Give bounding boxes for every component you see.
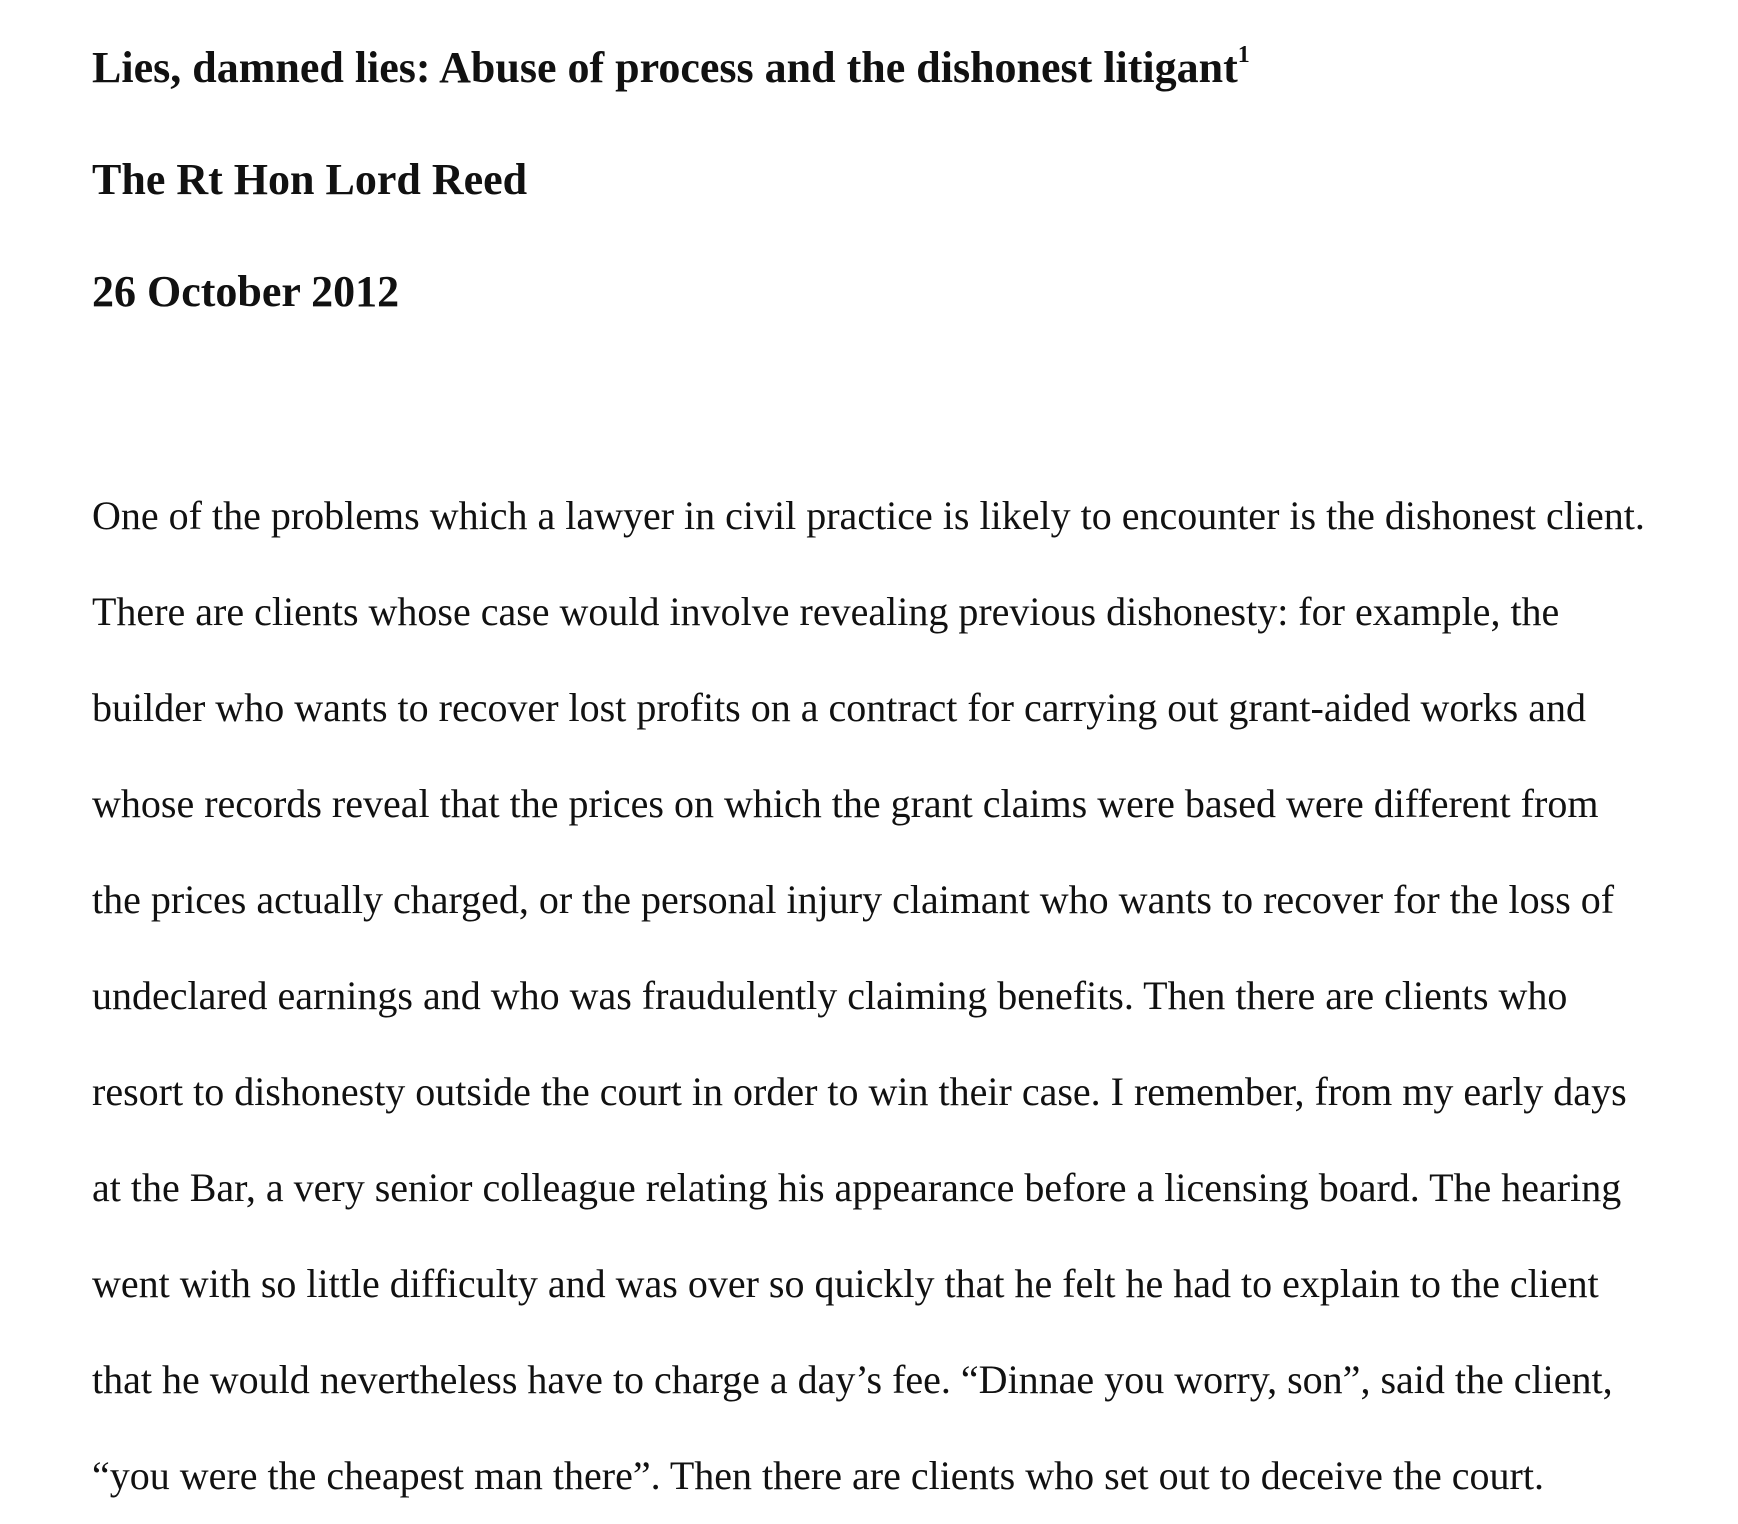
body-line: that he would nevertheless have to charge a day’s fee. “Dinnae you worry, son”, said the client, [92, 1357, 1613, 1402]
document-date: 26 October 2012 [92, 267, 400, 316]
body-line: builder who wants to recover lost profits on a contract for carrying out grant-aided works and [92, 685, 1586, 730]
document-title-text: Lies, damned lies: Abuse of process and the dishonest litigant [92, 43, 1238, 92]
body-line: whose records reveal that the prices on which the grant claims were based were different from [92, 781, 1599, 826]
document-author: The Rt Hon Lord Reed [92, 155, 528, 204]
body-line: went with so little difficulty and was over so quickly that he felt he had to explain to the client [92, 1261, 1599, 1306]
body-line: undeclared earnings and who was fraudulently claiming benefits. Then there are clients who [92, 973, 1568, 1018]
document-title [92, 42, 1250, 92]
body-line: “you were the cheapest man there”. Then there are clients who set out to deceive the court. [92, 1453, 1544, 1498]
body-line: the prices actually charged, or the personal injury claimant who wants to recover for the loss of [92, 877, 1615, 922]
footnote-marker[interactable]: 1 [1237, 42, 1250, 69]
body-line: at the Bar, a very senior colleague relating his appearance before a licensing board. The hearing [92, 1165, 1622, 1210]
body-line: One of the problems which a lawyer in civil practice is likely to encounter is the dishonest client. [92, 493, 1645, 538]
body-paragraph [92, 468, 1712, 1524]
body-line: There are clients whose case would involve revealing previous dishonesty: for example, the [92, 589, 1560, 634]
body-line: resort to dishonesty outside the court in order to win their case. I remember, from my early days [92, 1069, 1627, 1114]
